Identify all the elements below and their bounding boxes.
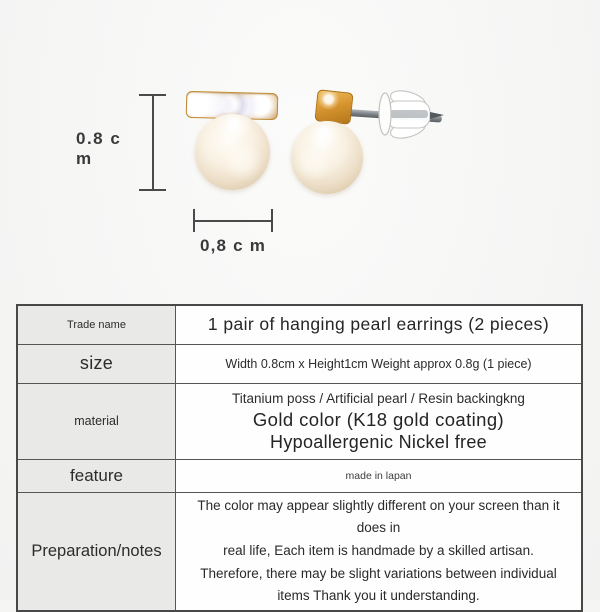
row-value-material — [176, 383, 583, 459]
gold-stud — [314, 89, 353, 125]
table-row-preparation-notes — [17, 492, 582, 611]
table-row-trade-name — [17, 305, 582, 344]
measure-line-horizontal — [193, 220, 273, 222]
row-value-feature: made in lapan — [176, 459, 583, 492]
measure-cap-right — [271, 209, 273, 232]
height-measure-label: 0.8 c m — [76, 129, 122, 168]
horizontal-measure-bracket — [193, 209, 273, 232]
material-line-2: Gold color (K18 gold coating) — [252, 408, 505, 430]
material-line-1: Titanium poss / Artificial pearl / Resin backingkng — [232, 390, 525, 406]
table-row-feature — [17, 459, 582, 492]
notes-line-2: real life, Each item is handmade by a skilled artisan. — [223, 542, 534, 558]
pearl-right-earring — [291, 121, 363, 194]
notes-line-1: The color may appear slightly different on your screen than it does in — [197, 497, 560, 536]
product-photo — [0, 0, 600, 300]
width-measure-label: 0,8 c m — [199, 236, 267, 255]
table-row-material — [17, 383, 582, 459]
vertical-measure-bracket — [139, 94, 166, 191]
row-value-trade-name: 1 pair of hanging pearl earrings (2 pieces) — [176, 305, 583, 344]
row-label-trade-name: Trade name — [17, 305, 176, 344]
row-label-size: size — [17, 344, 176, 383]
pearl-left-earring — [195, 114, 270, 190]
row-label-preparation-notes: Preparation/notes — [17, 492, 176, 611]
row-value-preparation-notes — [176, 492, 583, 611]
material-line-3: Hypoallergenic Nickel free — [270, 431, 487, 452]
row-label-material: material — [17, 383, 176, 459]
table-row-size — [17, 344, 582, 383]
row-value-size: Width 0.8cm x Height1cm Weight approx 0.8g (1 piece) — [176, 344, 583, 383]
silicone-back — [374, 86, 448, 144]
measure-line-vertical — [152, 94, 154, 191]
spec-table — [16, 304, 583, 612]
notes-line-4: items Thank you it understanding. — [277, 588, 480, 604]
notes-line-3: Therefore, there may be slight variations between individual — [200, 565, 557, 581]
measure-cap-bottom — [139, 189, 166, 191]
row-label-feature: feature — [17, 459, 176, 492]
